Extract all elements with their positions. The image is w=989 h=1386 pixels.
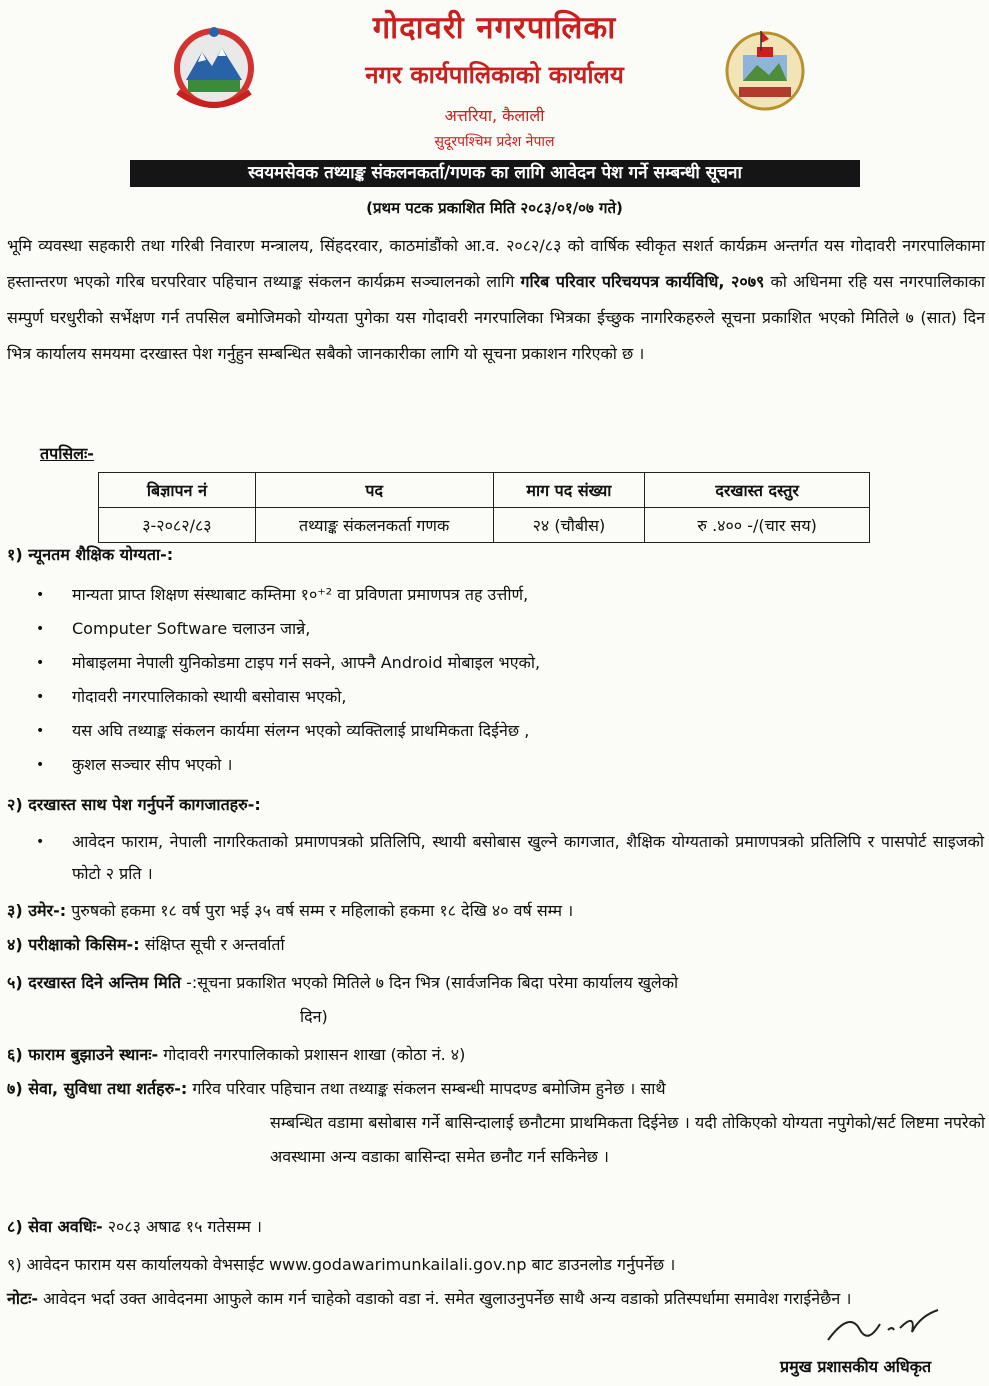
note: नोटः- आवेदन भर्दा उक्त आवेदनमा आफुले काम गर्न चाहेको वडाको वडा नं. समेत खुलाउनुपर्नेछ साथै अन्य वडाको प्रतिस्पर्धामा समावेश गराईनेछैन ।	[7, 1289, 852, 1308]
procedure-name: गरिब परिवार परिचयपत्र कार्यविधि, २०७९	[520, 272, 765, 291]
section-deadline-continued: दिन)	[300, 1007, 328, 1026]
office-location: अत्तरिया, कैलाली	[444, 106, 545, 125]
signatory-title: प्रमुख प्रशासकीय अधिकृत	[780, 1357, 932, 1376]
cell-ad-number: ३-२०८२/८३	[99, 508, 256, 543]
vacancy-table	[98, 472, 870, 543]
header-post: पद	[255, 473, 493, 508]
details-label: तपसिलः-	[40, 444, 94, 463]
table-row	[99, 508, 870, 543]
municipality-name: गोदावरी नगरपालिका	[372, 10, 617, 46]
notice-title: स्वयमसेवक तथ्याङ्क संकलनकर्ता/गणक का लागि आवेदन पेश गर्ने सम्बन्धी सूचना	[130, 160, 860, 187]
list-item: • मोबाइलमा नेपाली युनिकोडमा टाइप गर्न सक्ने, आफ्नै Android मोबाइल भएको,	[34, 646, 540, 680]
table-header-row	[99, 473, 870, 508]
header-ad-number: बिज्ञापन नं	[99, 473, 256, 508]
section-download: ९) आवेदन फाराम यस कार्यालयको वेभसाईट www.godawarimunkailali.gov.np बाट डाउनलोड गर्नुपर्नेछ ।	[7, 1255, 676, 1274]
office-name: नगर कार्यपालिकाको कार्यालय	[365, 61, 624, 89]
section-documents-title: २) दरखास्त साथ पेश गर्नुपर्ने कागजातहरु-:	[7, 795, 261, 814]
cell-post-count: २४ (चौबीस)	[493, 508, 645, 543]
header-fee: दरखास्त दस्तुर	[645, 473, 870, 508]
section-terms: ७) सेवा, सुविधा तथा शर्तहरु-: गरिव परिवार पहिचान तथा तथ्याङ्क संकलन सम्बन्धी मापदण्ड बमोजिम हुनेछ । साथै	[7, 1079, 666, 1098]
list-item: • कुशल सञ्चार सीप भएको ।	[34, 748, 540, 782]
header-post-count: माग पद संख्या	[493, 473, 645, 508]
signature-scrawl-icon	[820, 1300, 950, 1350]
list-item: • मान्यता प्राप्त शिक्षण संस्थाबाट कम्तिमा १०⁺² वा प्रविणता प्रमाणपत्र तह उत्तीर्ण,	[34, 578, 540, 612]
documents-item: • आवेदन फाराम, नेपाली नागरिकताको प्रमाणपत्रको प्रतिलिपि, स्थायी बसोबास खुल्ने कागजात, शैक्षिक योग्यताको प्रमाणपत्रको प्रतिलिपि र पासपोर्ट साइजको फोटो २ प्रति ।	[36, 832, 984, 883]
publication-date: (प्रथम पटक प्रकाशित मिति २०८३/०१/०७ गते)	[366, 199, 623, 217]
cell-fee: रु .४०० -/(चार सय)	[645, 508, 870, 543]
section-qualification-title: १) न्यूनतम शैक्षिक योग्यता-:	[7, 545, 174, 564]
list-item: • Computer Software चलाउन जान्ने,	[34, 612, 540, 646]
letterhead	[0, 0, 989, 160]
section-exam-type: ४) परीक्षाको किसिम-: संक्षिप्त सूची र अन्तर्वार्ता	[7, 935, 285, 954]
section-terms-continued: सम्बन्धित वडामा बसोबास गर्ने बासिन्दालाई छनौटमा प्राथमिकता दिईनेछ । यदी तोकिएको योग्यता नपुगेको/सर्ट लिष्टमा नपरेको अवस्थामा अन्य वडाका बासिन्दा समेत छनौट गर्न सकिनेछ ।	[270, 1113, 985, 1166]
section-age: ३) उमेर-: पुरुषको हकमा १८ वर्ष पुरा भई ३५ वर्ष सम्म र महिलाको हकमा १८ देखि ४० वर्ष सम्म ।	[7, 901, 574, 920]
cell-post: तथ्याङ्क संकलनकर्ता गणक	[255, 508, 493, 543]
section-deadline: ५) दरखास्त दिने अन्तिम मिति -:सूचना प्रकाशित भएको मितिले ७ दिन भित्र (सार्वजनिक बिदा परेमा कार्यालय खुलेको	[7, 973, 679, 992]
list-item: • गोदावरी नगरपालिकाको स्थायी बसोवास भएको,	[34, 680, 540, 714]
intro-paragraph: भूमि व्यवस्था सहकारी तथा गरिबी निवारण मन्त्रालय, सिंहदरवार, काठमांडौंको आ.व. २०८२/८३ को वार्षिक स्वीकृत सशर्त कार्यक्रम अन्तर्गत यस गोदावरी नगरपालिकामा हस्तान्तरण भएको गरिब घरपरिवार पहिचान तथ्याङ्क संकलन कार्यक्रम सञ्चालनको लागि गरिब परिवार परिचयपत्र कार्यविधि, २०७९ को अधिनमा रहि यस नगरपालिकाका सम्पुर्ण घरधुरीको सर्भेक्षण गर्न तपसिल बमोजिमको योग्यता पुगेका यस गोदावरी नगरपालिका भित्रका ईच्छुक नागरिकहरुले सूचना प्रकाशित भएको मितिले ७ (सात) दिन भित्र कार्यालय समयमा दरखास्त पेश गर्नुहुन सम्बन्धित सबैको जानकारीका लागि यो सूचना प्रकाशन गरिएको छ ।	[7, 236, 985, 363]
qualification-list	[34, 578, 540, 782]
section-submission-place: ६) फाराम बुझाउने स्थानः- गोदावरी नगरपालिकाको प्रशासन शाखा (कोठा नं. ४)	[7, 1045, 466, 1064]
list-item: • यस अघि तथ्याङ्क संकलन कार्यमा संलग्न भएको व्यक्तिलाई प्राथमिकता दिईनेछ ,	[34, 714, 540, 748]
office-province: सुदूरपश्चिम प्रदेश नेपाल	[434, 134, 555, 150]
section-service-period: ८) सेवा अवधिः- २०८३ अषाढ १५ गतेसम्म ।	[7, 1217, 262, 1236]
